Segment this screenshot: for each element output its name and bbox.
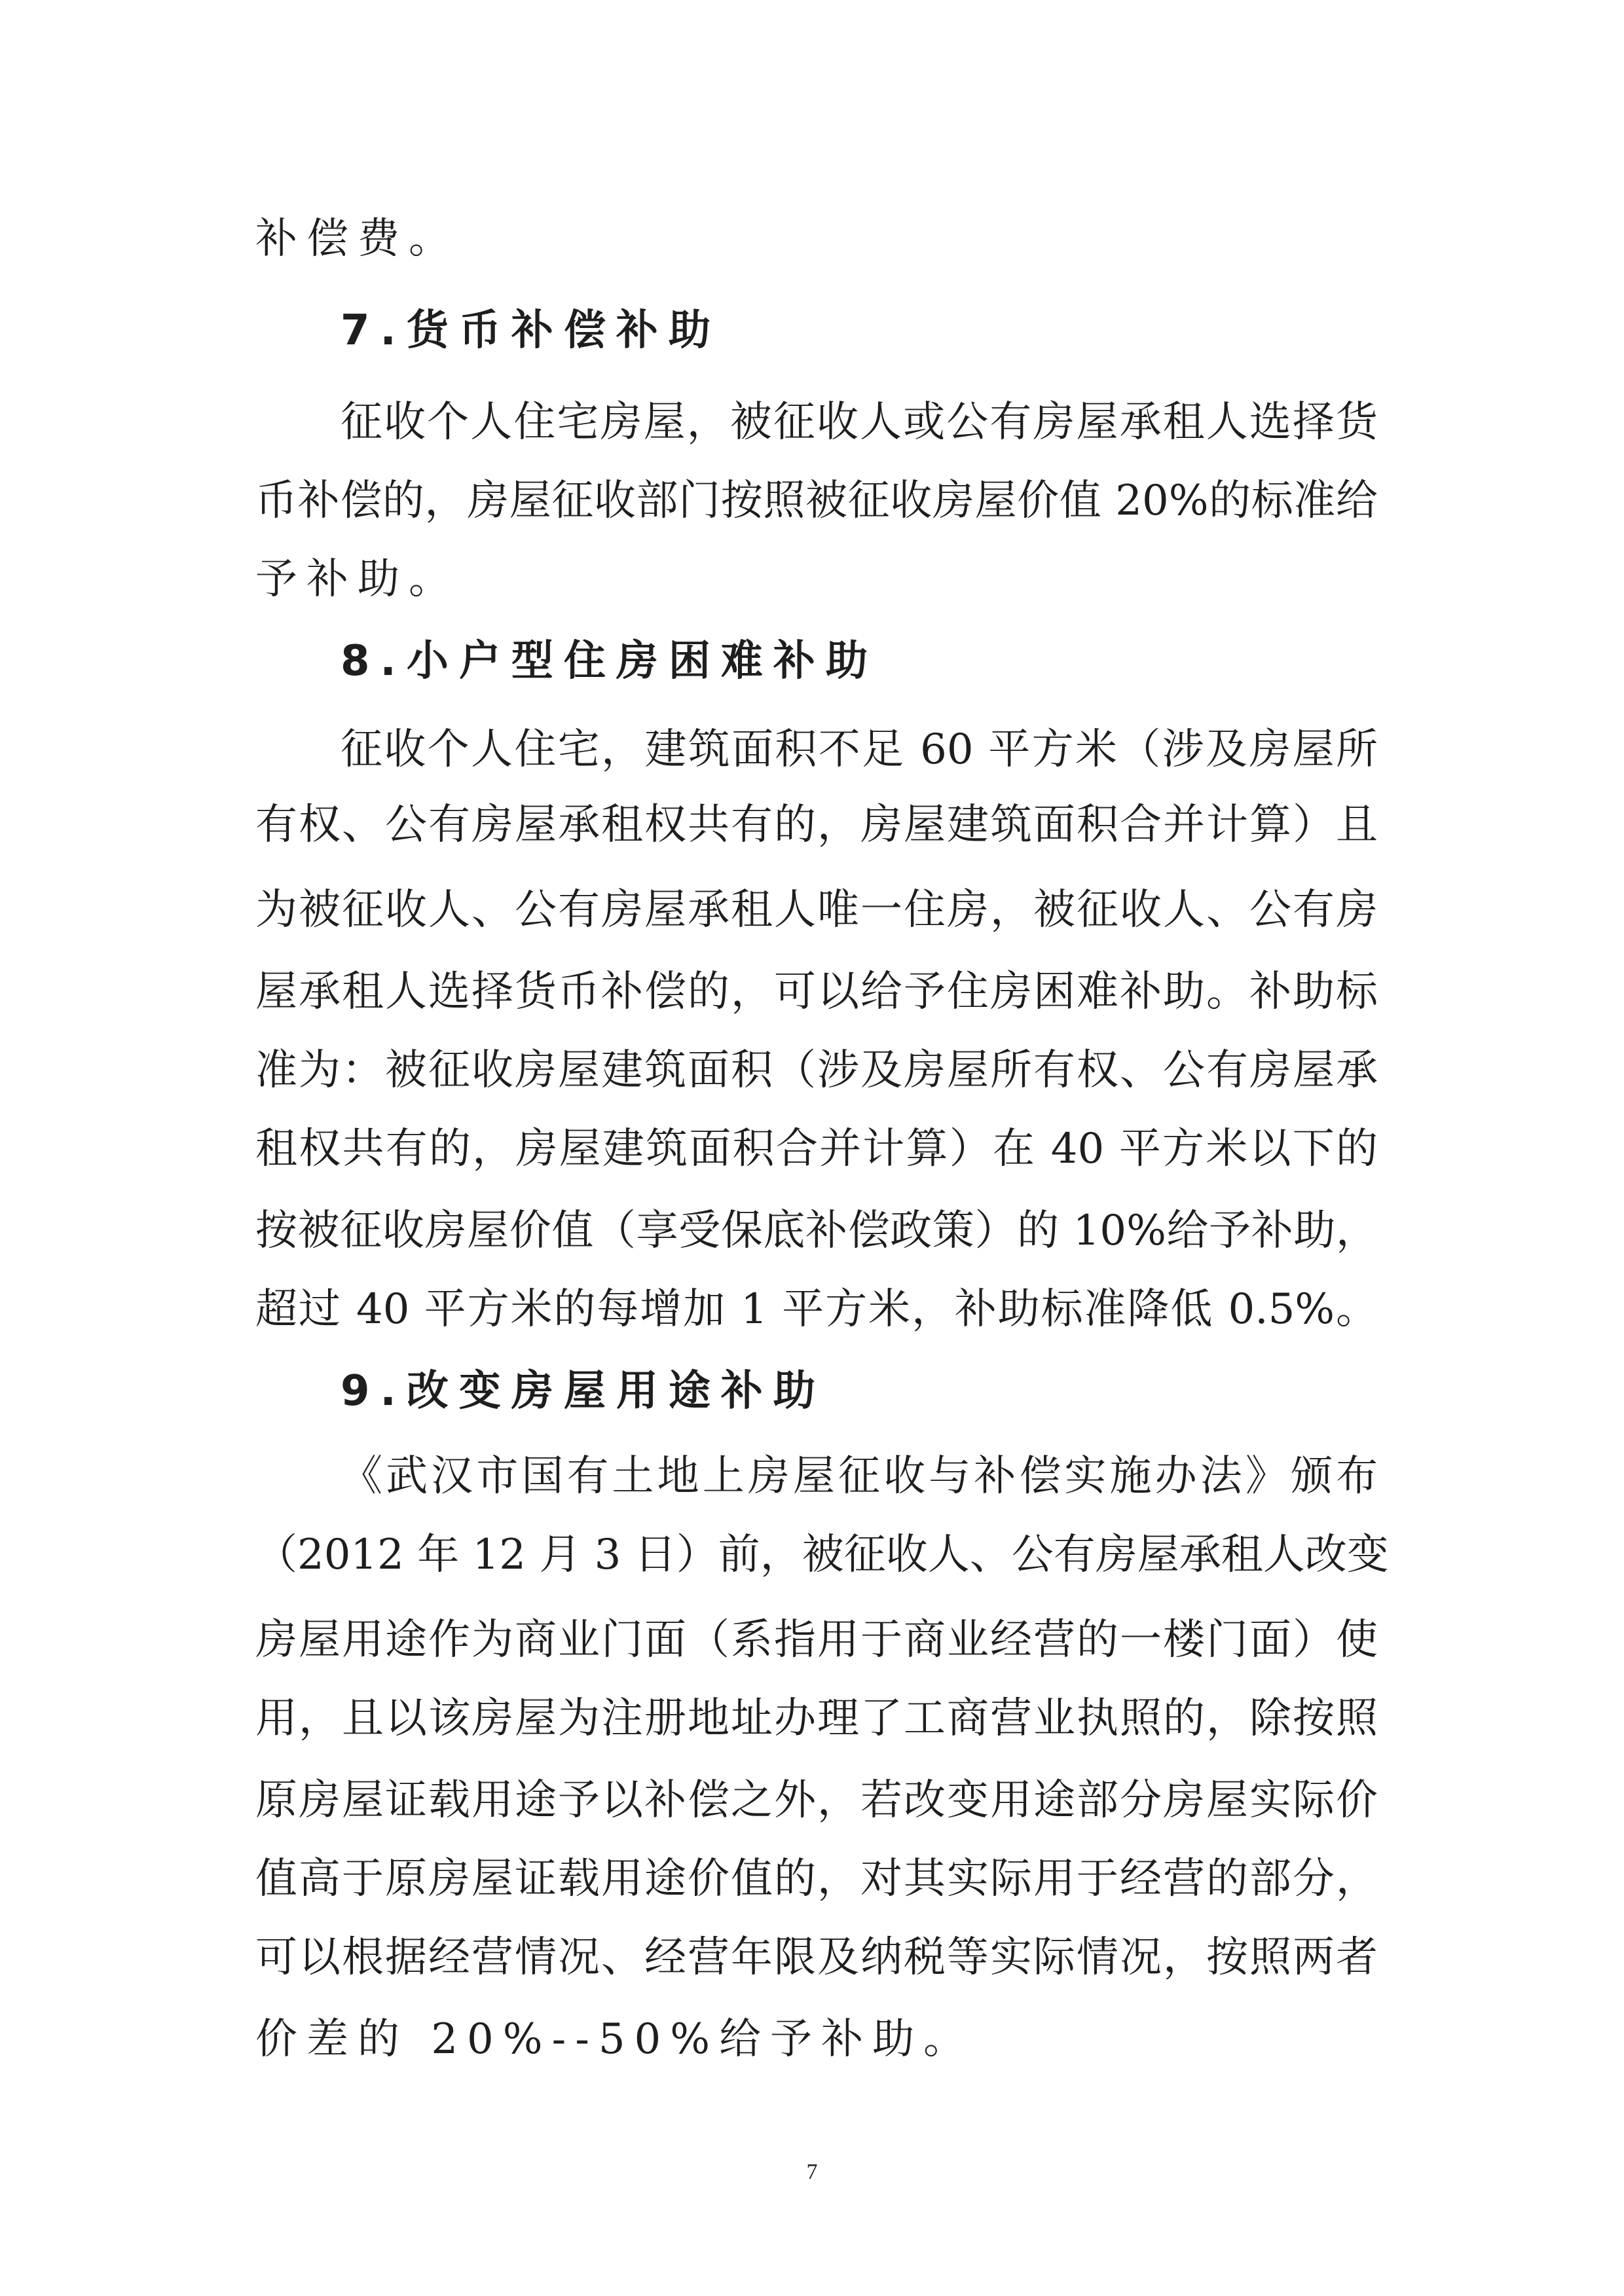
paragraph-line: 准为：被征收房屋建筑面积（涉及房屋所有权、公有房屋承 bbox=[255, 1046, 1378, 1095]
paragraph-line: 超过 40 平方米的每增加 1 平方米，补助标准降低 0.5%。 bbox=[255, 1285, 1378, 1334]
paragraph-line: 《武汉市国有土地上房屋征收与补偿实施办法》颁布 bbox=[341, 1452, 1378, 1501]
page-number: 7 bbox=[806, 2160, 818, 2184]
paragraph-line: 征收个人住宅房屋，被征收人或公有房屋承租人选择货 bbox=[341, 398, 1378, 446]
section-heading: 8.小户型住房困难补助 bbox=[341, 637, 878, 685]
paragraph-line: 为被征收人、公有房屋承租人唯一住房，被征收人、公有房 bbox=[255, 886, 1378, 934]
paragraph-line: （2012 年 12 月 3 日）前，被征收人、公有房屋承租人改变 bbox=[255, 1531, 1389, 1579]
paragraph-line: 按被征收房屋价值（享受保底补偿政策）的 10%给予补助， bbox=[255, 1207, 1378, 1255]
paragraph-line: 有权、公有房屋承租权共有的，房屋建筑面积合并计算）且 bbox=[255, 801, 1378, 849]
paragraph-line: 征收个人住宅，建筑面积不足 60 平方米（涉及房屋所 bbox=[341, 725, 1378, 774]
paragraph-line: 予补助。 bbox=[255, 555, 460, 604]
paragraph-line: 房屋用途作为商业门面（系指用于商业经营的一楼门面）使 bbox=[255, 1616, 1378, 1664]
paragraph-line: 原房屋证载用途予以补偿之外，若改变用途部分房屋实际价 bbox=[255, 1776, 1378, 1825]
paragraph-line: 补偿费。 bbox=[255, 215, 460, 263]
paragraph-line: 租权共有的，房屋建筑面积合并计算）在 40 平方米以下的 bbox=[255, 1125, 1378, 1173]
paragraph-line: 值高于原房屋证载用途价值的，对其实际用于经营的部分， bbox=[255, 1855, 1378, 1903]
section-heading: 7.货币补偿补助 bbox=[341, 306, 721, 355]
section-heading: 9.改变房屋用途补助 bbox=[341, 1367, 826, 1415]
paragraph-line: 用，且以该房屋为注册地址办理了工商营业执照的，除按照 bbox=[255, 1694, 1378, 1743]
paragraph-line: 可以根据经营情况、经营年限及纳税等实际情况，按照两者 bbox=[255, 1933, 1378, 1982]
paragraph-line: 币补偿的，房屋征收部门按照被征收房屋价值 20%的标准给 bbox=[255, 477, 1378, 525]
paragraph-line: 屋承租人选择货币补偿的，可以给予住房困难补助。补助标 bbox=[255, 968, 1378, 1016]
paragraph-line: 价差的 20%--50%给予补助。 bbox=[255, 2015, 975, 2064]
